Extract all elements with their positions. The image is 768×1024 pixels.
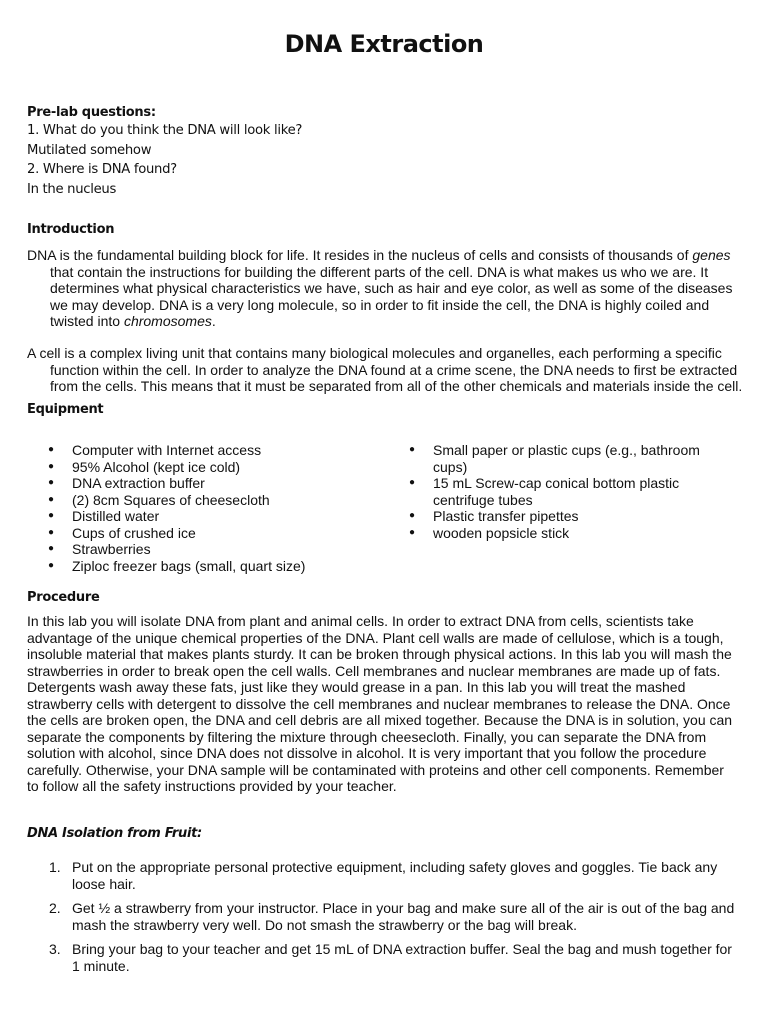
equipment-item: ● Ziploc freezer bags (small, quart size) bbox=[27, 558, 387, 575]
prelab-answer: Mutilated somehow bbox=[27, 142, 152, 158]
equipment-list-left bbox=[27, 442, 387, 574]
introduction-paragraph-2: A cell is a complex living unit that contains many biological molecules and organelles, each performing a specific function within the cell. In order to analyze the DNA found at a crime scene, the DNA needs to first be extracted from the cells. This means that it must be separated from all of the other chemicals and materials inside the cell. bbox=[27, 345, 743, 394]
isolation-steps bbox=[27, 859, 737, 982]
procedure-step bbox=[27, 941, 737, 974]
equipment-item: ● Small paper or plastic cups (e.g., bathroom cups) bbox=[388, 442, 708, 475]
introduction-paragraph-1 bbox=[27, 247, 750, 330]
step-text: Bring your bag to your teacher and get 15 mL of DNA extraction buffer. Seal the bag and mush together for 1 minute. bbox=[72, 941, 732, 974]
prelab-heading: Pre-lab questions: bbox=[27, 105, 156, 120]
equipment-item: ● Cups of crushed ice bbox=[27, 525, 387, 542]
equipment-item: ● DNA extraction buffer bbox=[27, 475, 387, 492]
equipment-item: ● 95% Alcohol (kept ice cold) bbox=[27, 459, 387, 476]
procedure-paragraph: In this lab you will isolate DNA from plant and animal cells. In order to extract DNA from cells, scientists take advantage of the unique chemical properties of the DNA. Plant cell walls are made of cellulose, which is a tough, insoluble material that makes plants sturdy. It can be broken through physical actions. In this lab you will mash the strawberries in order to break open the cell walls. Cell membranes and nuclear membranes are made up of fats. Detergents wash away these fats, just like they would grease in a pan. In this lab you will treat the mashed strawberry cells with detergent to dissolve the cell membranes and nuclear membranes to release the DNA. Once the cells are broken open, the DNA and cell debris are all mixed together. Because the DNA is in solution, you can separate the components by filtering the mixture through cheesecloth. Finally, you can separate the DNA from solution with alcohol, since DNA does not dissolve in alcohol. It is very important that you follow the procedure carefully. Otherwise, your DNA sample will be contaminated with proteins and other cell components. Remember to follow all the safety instructions provided by your teacher. bbox=[27, 613, 733, 794]
equipment-item: ● wooden popsicle stick bbox=[388, 525, 708, 542]
document-title: DNA Extraction bbox=[284, 30, 484, 58]
equipment-heading: Equipment bbox=[27, 402, 104, 417]
prelab-line: 1. What do you think the DNA will look like? bbox=[27, 123, 303, 138]
equipment-list-right bbox=[388, 442, 708, 541]
prelab-section bbox=[27, 105, 302, 199]
procedure-step bbox=[27, 900, 737, 933]
step-number: 2. bbox=[49, 900, 61, 916]
step-number: 1. bbox=[49, 859, 61, 875]
intro-text: DNA is the fundamental building block for life. It resides in the nucleus of cells and consists of thousands of bbox=[27, 247, 693, 263]
isolation-heading: DNA Isolation from Fruit: bbox=[27, 826, 202, 841]
intro-term-chromosomes: chromosomes bbox=[123, 313, 212, 329]
prelab-answer: In the nucleus bbox=[27, 181, 117, 197]
equipment-item: ● (2) 8cm Squares of cheesecloth bbox=[27, 492, 387, 509]
equipment-item: ● Strawberries bbox=[27, 541, 387, 558]
introduction-heading: Introduction bbox=[27, 222, 115, 237]
step-number: 3. bbox=[49, 941, 61, 957]
intro-term-genes: genes bbox=[692, 247, 731, 263]
step-text: Get ½ a strawberry from your instructor. Place in your bag and make sure all of the air is out of the bag and mash the strawberry very well. Do not smash the strawberry or the bag will break. bbox=[72, 900, 735, 933]
prelab-line: 2. Where is DNA found? bbox=[27, 162, 177, 177]
procedure-step bbox=[27, 859, 737, 892]
equipment-item: ● Plastic transfer pipettes bbox=[388, 508, 708, 525]
step-text: Put on the appropriate personal protective equipment, including safety gloves and goggles. Tie back any loose hair. bbox=[72, 859, 718, 892]
equipment-item: ● Distilled water bbox=[27, 508, 387, 525]
procedure-heading: Procedure bbox=[27, 590, 100, 605]
intro-text: that contain the instructions for building the different parts of the cell. DNA is what makes us who we are. It determines what physical characteristics we have, such as hair and eye color, as well as some of the diseases we may develop. DNA is a very long molecule, so in order to fit inside the cell, the DNA is highly coiled and twisted into bbox=[50, 263, 733, 329]
equipment-item: ● 15 mL Screw-cap conical bottom plastic centrifuge tubes bbox=[388, 475, 708, 508]
intro-text: . bbox=[211, 313, 216, 329]
equipment-item: ● Computer with Internet access bbox=[27, 442, 387, 459]
